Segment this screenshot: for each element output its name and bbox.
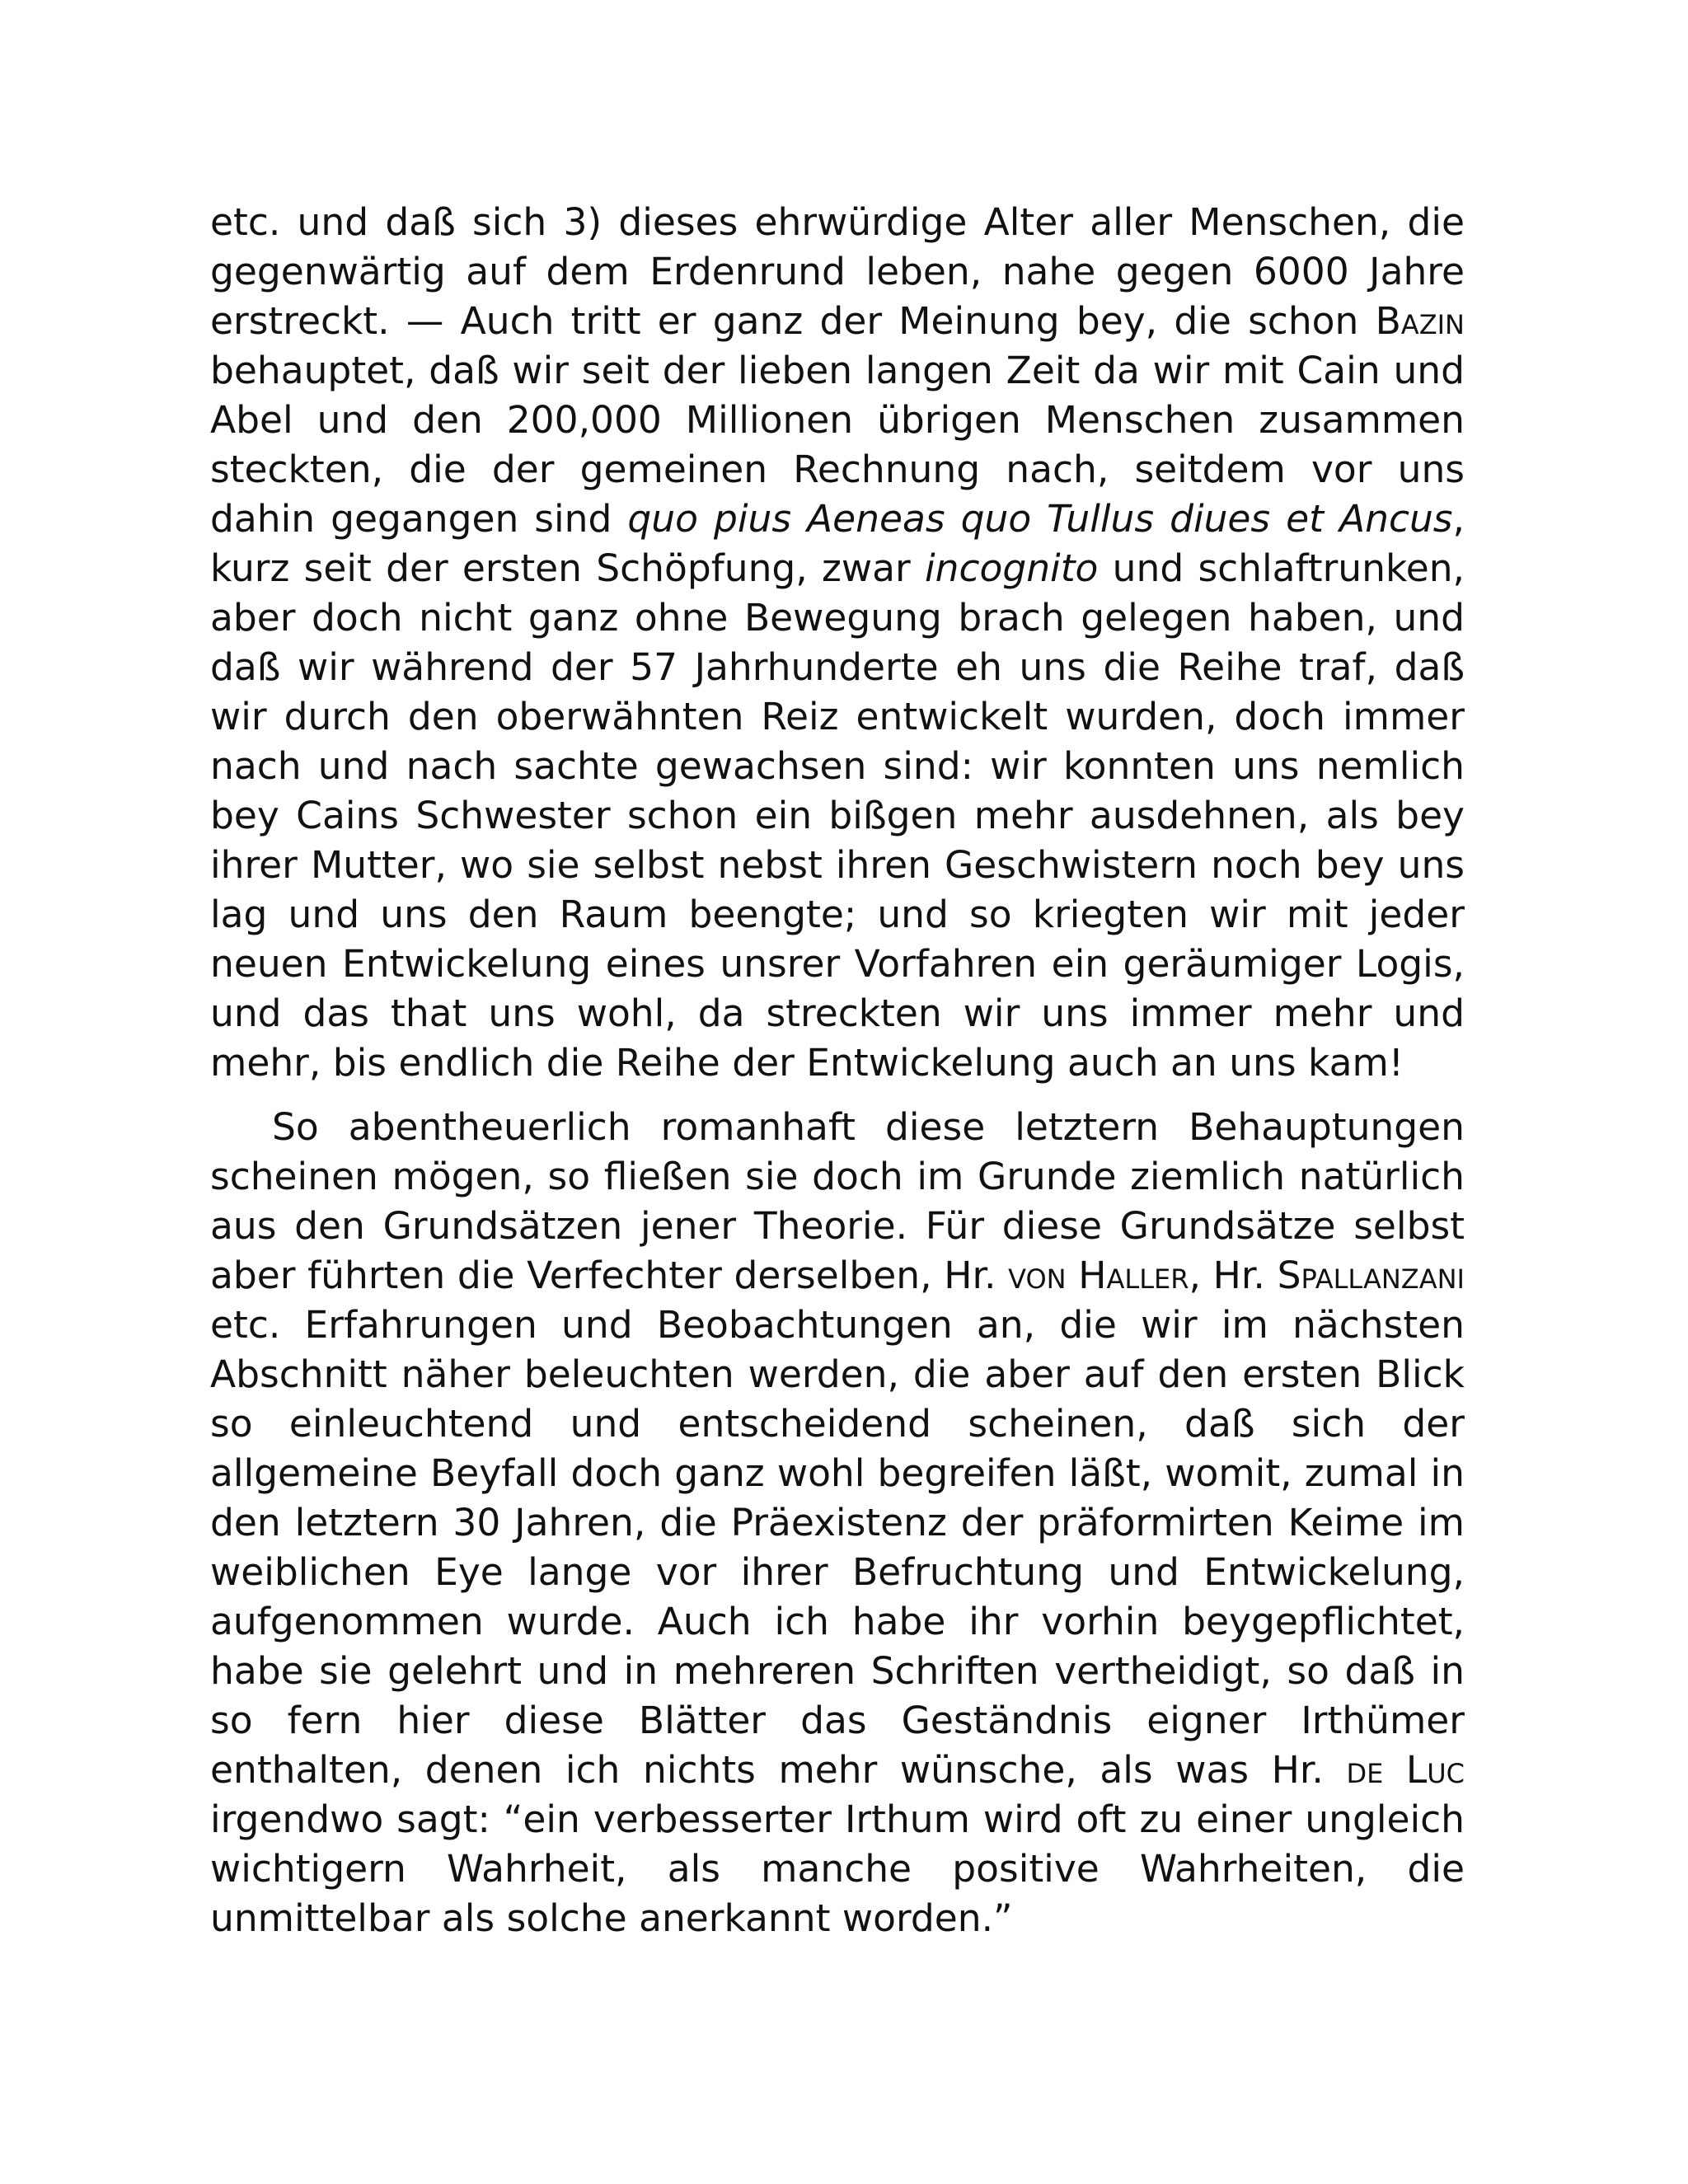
italic-term-incognito: incognito (925, 546, 1099, 590)
text-segment: etc. Erfahrungen und Beobachtungen an, die wir im nächsten Abschnitt näher beleuchten werden, die aber auf den ersten Blick so einleuchtend und entscheidend scheinen, daß sich der allgemeine Beyfall doch ganz wohl begreifen läßt, womit, zumal in den letztern 30 Jahren, die Präexistenz der präformirten Keime im weiblichen Eye lange vor ihrer Befruchtung und Entwickelung, aufgenommen wurde. Auch ich habe ihr vorhin beygepflichtet, habe sie gelehrt und in mehreren Schriften vertheidigt, so daß in so fern hier diese Blätter das Geständnis eigner Irthümer enthalten, denen ich nichts mehr wünsche, als was Hr. (210, 1303, 1465, 1792)
author-name-von-haller: von Haller (1008, 1254, 1189, 1297)
text-segment: etc. und daß sich 3) dieses ehrwürdige Alter aller Menschen, die gegenwärtig auf dem Erdenrund leben, nahe gegen 6000 Jahre erstreckt. — Auch tritt er ganz der Meinung bey, die schon (210, 200, 1465, 343)
author-name-de-luc: de Luc (1346, 1748, 1465, 1792)
text-segment: behauptet, daß wir seit der lieben langen Zeit da wir mit Cain und Abel und den 200,000 Millionen übrigen Menschen zusammen steckten, die der gemeinen Rechnung nach, seitdem vor uns dahin gegangen sind (210, 349, 1465, 541)
text-segment: So abentheuerlich romanhaft diese letztern Behauptungen scheinen mögen, so fließen sie doch im Grunde ziemlich natürlich aus den Grundsätzen jener Theorie. Für diese Grundsätze selbst aber führten die Verfechter derselben, Hr. (210, 1105, 1465, 1297)
body-text (210, 198, 1465, 1943)
paragraph-1 (210, 198, 1465, 1088)
text-segment: , kurz seit der ersten Schöpfung, zwar (210, 497, 1465, 590)
text-segment: , Hr. (1189, 1254, 1278, 1297)
author-name-bazin: Bazin (1375, 299, 1465, 343)
text-segment: irgendwo sagt: “ein verbesserter Irthum wird oft zu einer ungleich wichtigern Wahrheit, als manche positive Wahrheiten, die unmittelbar als solche anerkannt worden.” (210, 1797, 1465, 1940)
latin-quote: quo pius Aeneas quo Tullus diues et Ancus (627, 497, 1453, 541)
author-name-spallanzani: Spallanzani (1277, 1254, 1465, 1297)
text-segment: und schlaftrunken, aber doch nicht ganz ohne Bewegung brach gelegen haben, und daß wir während der 57 Jahrhunderte eh uns die Reihe traf, daß wir durch den oberwähnten Reiz entwickelt wurden, doch immer nach und nach sachte gewachsen sind: wir konnten uns nemlich bey Cains Schwester schon ein bißgen mehr ausdehnen, als bey ihrer Mutter, wo sie selbst nebst ihren Geschwistern noch bey uns lag und uns den Raum beengte; und so kriegten wir mit jeder neuen Entwickelung eines unsrer Vorfahren ein geräumiger Logis, und das that uns wohl, da streckten wir uns immer mehr und mehr, bis endlich die Reihe der Entwickelung auch an uns kam! (210, 546, 1465, 1085)
paragraph-2 (210, 1103, 1465, 1943)
